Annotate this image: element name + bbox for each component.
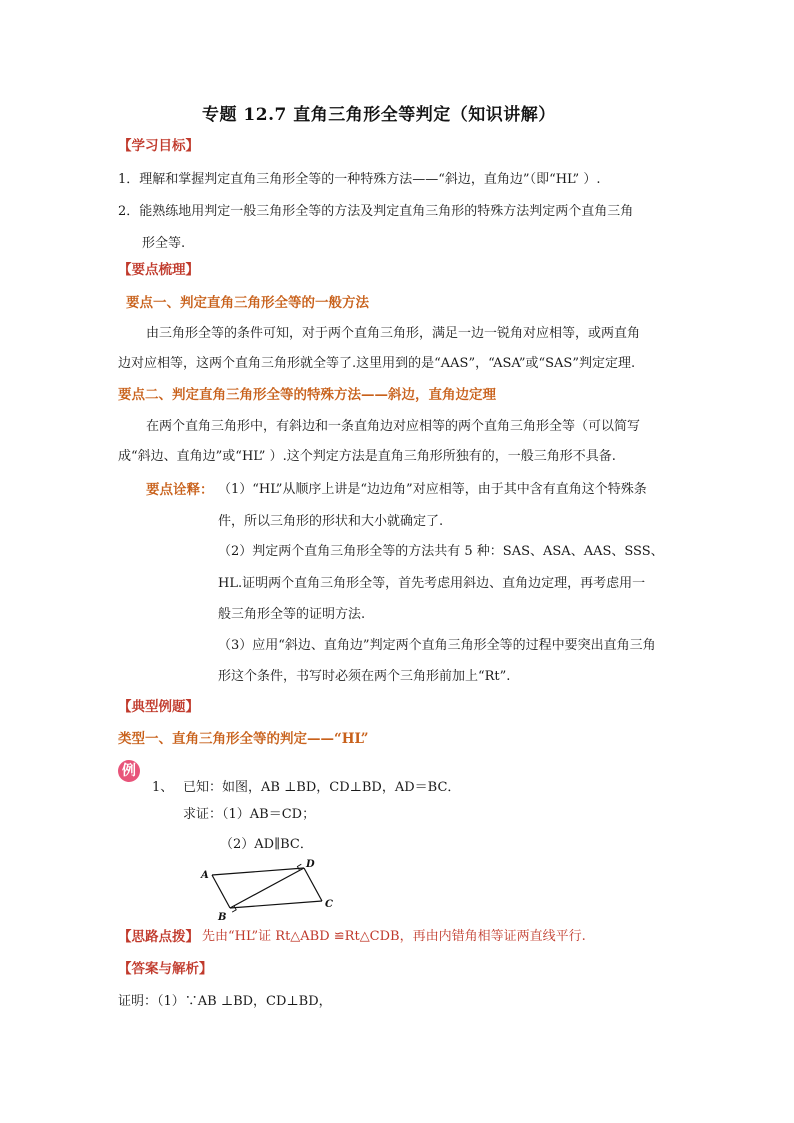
example-given: 已知：如图，AB ⊥BD，CD⊥BD，AD＝BC． (183, 780, 461, 795)
label-d: D (306, 859, 315, 870)
label-a: A (201, 870, 209, 881)
example-prove-1: 求证：（1）AB＝CD； (183, 807, 316, 822)
segment-dc (304, 868, 322, 901)
segment-bc (230, 901, 322, 908)
segment-ab (212, 875, 230, 908)
answer-label: 【答案与解析】 (118, 961, 213, 977)
point1-line1: 由三角形全等的条件可知，对于两个直角三角形，满足一边一锐角对应相等，或两直角 (146, 326, 641, 341)
point2-line2: 成“斜边、直角边”或“HL” ）.这个判定方法是直角三角形所独有的，一般三角形不具备. (118, 449, 616, 464)
example-number: 1、 (152, 780, 174, 795)
section-goals: 【学习目标】 (118, 138, 199, 154)
note-line-4: HL.证明两个直角三角形全等，首先考虑用斜边、直角边定理，再考虑用一 (218, 576, 646, 591)
goal-2-cont: 形全等. (142, 236, 186, 251)
example-prove-2: （2）AD∥BC． (220, 837, 313, 852)
point1-heading: 要点一、判定直角三角形全等的一般方法 (126, 295, 369, 311)
point2-heading: 要点二、判定直角三角形全等的特殊方法——斜边，直角边定理 (118, 387, 496, 403)
note-line-1: （1）“HL”从顺序上讲是“边边角”对应相等，由于其中含有直角这个特殊条 (218, 482, 647, 497)
notes-label: 要点诠释： (146, 482, 214, 498)
page-title: 专题 12.7 直角三角形全等判定（知识讲解） (202, 105, 556, 125)
note-line-5: 般三角形全等的证明方法. (218, 607, 366, 622)
hint-label: 【思路点拨】 (118, 929, 199, 945)
segment-ad (212, 868, 304, 875)
section-key-points: 【要点梳理】 (118, 262, 199, 278)
hint-text: 先由“HL”证 Rt△ABD ≌Rt△CDB，再由内错角相等证两直线平行. (202, 929, 586, 944)
note-line-2: 件，所以三角形的形状和大小就确定了. (218, 514, 444, 529)
segment-bd (230, 868, 304, 908)
label-b: B (218, 912, 227, 920)
example-badge: 例 (118, 760, 140, 782)
label-c: C (325, 899, 333, 910)
goal-1: 1．理解和掌握判定直角三角形全等的一种特殊方法——“斜边，直角边”（即“HL” ）. (118, 172, 601, 187)
note-line-3: （2）判定两个直角三角形全等的方法共有 5 种：SAS、ASA、AAS、SSS、 (218, 544, 664, 559)
section-examples: 【典型例题】 (118, 699, 199, 715)
goal-2: 2．能熟练地用判定一般三角形全等的方法及判定直角三角形的特殊方法判定两个直角三角 (118, 204, 634, 219)
note-line-6: （3）应用“斜边、直角边”判定两个直角三角形全等的过程中要突出直角三角 (218, 638, 656, 653)
note-line-7: 形这个条件，书写时必须在两个三角形前加上“Rt”. (218, 669, 511, 684)
point2-line1: 在两个直角三角形中，有斜边和一条直角边对应相等的两个直角三角形全等（可以简写 (146, 419, 641, 434)
point1-line2: 边对应相等，这两个直角三角形就全等了.这里用到的是“AAS”，“ASA”或“SAS”判定定理. (118, 356, 636, 371)
proof-line-1: 证明：（1）∵AB ⊥BD，CD⊥BD， (118, 994, 332, 1009)
type1-heading: 类型一、直角三角形全等的判定——“HL” (118, 731, 369, 747)
parallelogram-figure (198, 858, 336, 920)
